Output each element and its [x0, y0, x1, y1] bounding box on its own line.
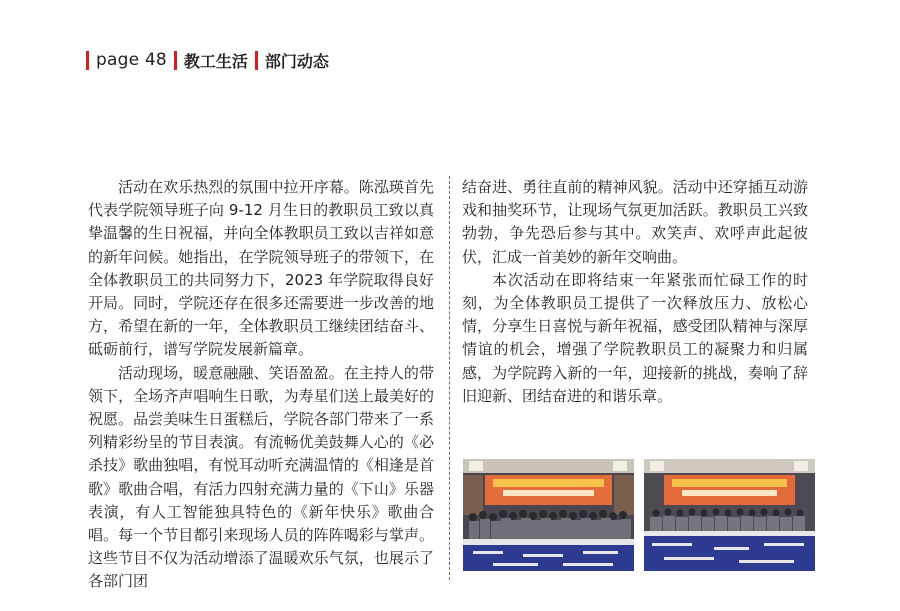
header-accent-bar	[86, 51, 89, 70]
header-accent-bar	[174, 51, 177, 70]
page-number: page 48	[96, 50, 167, 70]
header-accent-bar	[255, 51, 258, 70]
column-divider	[449, 176, 450, 580]
article-paragraph: 结奋进、勇往直前的精神风貌。活动中还穿插互动游戏和抽奖环节，让现场气氛更加活跃。教职员工兴致勃勃，争先恐后参与其中。欢笑声、欢呼声此起彼伏，汇成一首美妙的新年交响曲。	[462, 178, 808, 266]
article-paragraph: 活动现场，暖意融融、笑语盈盈。在主持人的带领下，全场齐声唱响生日歌，为寿星们送上最美好的祝愿。品尝美味生日蛋糕后，学院各部门带来了一系列精彩纷呈的节目表演。有流畅优美鼓舞人心的《必杀技》歌曲独唱，有悦耳动听充满温情的《相逢是首歌》歌曲合唱，有活力四射充满力量的《下山》乐器表演，有人工智能独具特色的《新年快乐》歌曲合唱。每一个节目都引来现场人员的阵阵喝彩与掌声。这些节目不仅为活动增添了温暖欢乐气氛，也展示了各部门团	[88, 363, 434, 591]
page-header	[86, 49, 329, 71]
subsection-title: 部门动态	[264, 51, 329, 71]
article-paragraph: 活动在欢乐热烈的氛围中拉开序幕。陈泓瑛首先代表学院领导班子向 9-12 月生日的教职员工致以真挚温馨的生日祝福，并向全体教职员工致以吉祥如意的新年问候。她指出，在学院领导班子的带领下，在全体教职员工的共同努力下，2023 年学院取得良好开局。同时，学院还存在很多还需要进一步改善的地方，希望在新的一年，全体教职员工继续团结奋斗、砥砺前行，谱写学院发展新篇章。	[88, 178, 434, 359]
event-photo-group-2	[644, 459, 815, 571]
article-right-column	[462, 176, 808, 408]
article-left-column	[88, 176, 434, 594]
section-title: 教工生活	[183, 51, 248, 71]
article-paragraph: 本次活动在即将结束一年紧张而忙碌工作的时刻，为全体教职员工提供了一次释放压力、放松心情，分享生日喜悦与新年祝福，感受团队精神与深厚情谊的机会，增强了学院教职员工的凝聚力和归属感，为学院跨入新的一年，迎接新的挑战，奏响了辞旧迎新、团结奋进的和谐乐章。	[462, 270, 808, 405]
event-photo-group-1	[463, 459, 634, 571]
